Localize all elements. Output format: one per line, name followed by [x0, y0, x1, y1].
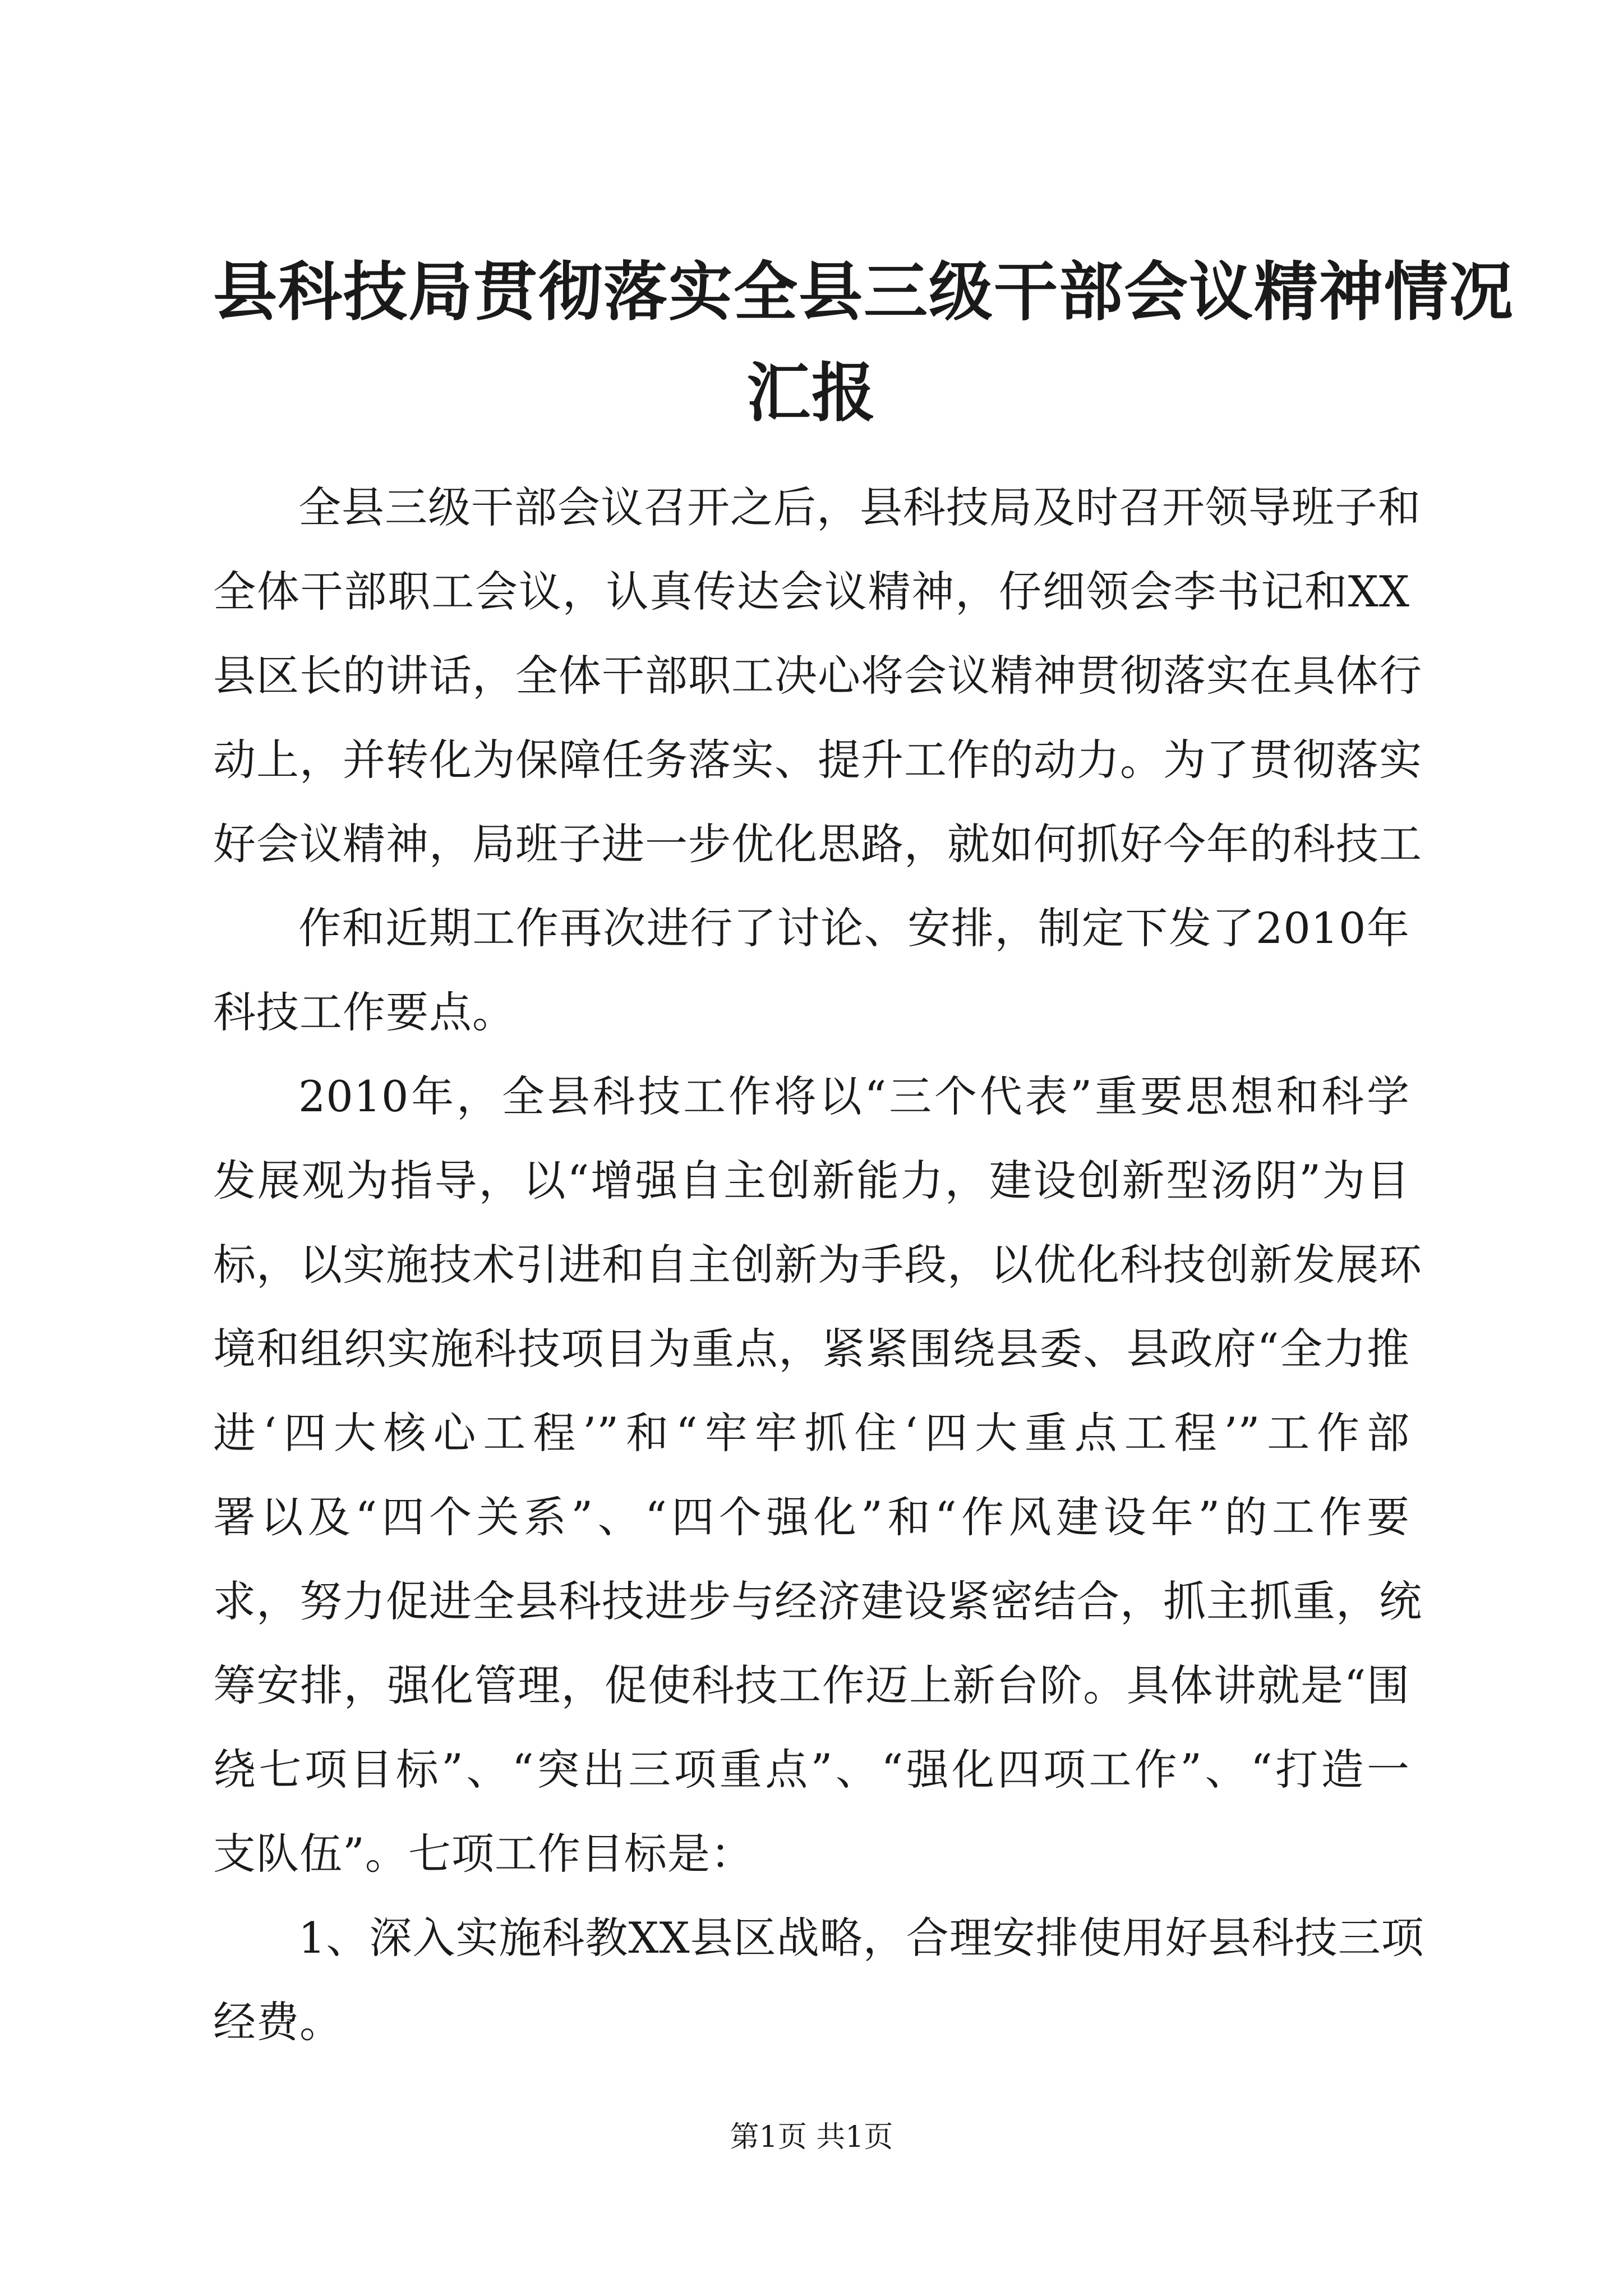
- body-line: 绕七项目标”、“突出三项重点”、“强化四项工作”、“打造一: [213, 1745, 1410, 1795]
- body-line: 1、深入实施科教XX县区战略，合理安排使用好县科技三项: [298, 1913, 1424, 1963]
- body-line: 科技工作要点。: [213, 987, 515, 1037]
- document-title: [213, 241, 1515, 443]
- body-line: 筹安排，强化管理，促使科技工作迈上新台阶。具体讲就是“围: [213, 1660, 1410, 1710]
- body-line: 2010年，全县科技工作将以“三个代表”重要思想和科学: [298, 1071, 1410, 1121]
- body-line: 求，努力促进全县科技进步与经济建设紧密结合，抓主抓重，统: [213, 1576, 1422, 1626]
- body-line: 全县三级干部会议召开之后，县科技局及时召开领导班子和: [298, 482, 1421, 532]
- page-number-footer: 第1页 共1页: [730, 2120, 893, 2154]
- body-line: 作和近期工作再次进行了讨论、安排，制定下发了2010年: [298, 903, 1410, 953]
- title-line-2: 汇报: [746, 355, 877, 430]
- body-line: 动上，并转化为保障任务落实、提升工作的动力。为了贯彻落实: [213, 735, 1422, 785]
- title-line-1: 县科技局贯彻落实全县三级干部会议精神情况: [213, 254, 1515, 329]
- body-line: 支队伍”。七项工作目标是：: [213, 1829, 754, 1879]
- body-line: 标，以实施技术引进和自主创新为手段，以优化科技创新发展环: [213, 1240, 1422, 1290]
- body-line: 发展观为指导，以“增强自主创新能力，建设创新型汤阴”为目: [213, 1156, 1410, 1205]
- body-line: 全体干部职工会议，认真传达会议精神，仔细领会李书记和XX: [213, 567, 1410, 616]
- body-line: 进‘四大核心工程’”和“牢牢抓住‘四大重点工程’”工作部: [213, 1408, 1410, 1458]
- body-line: 署以及“四个关系”、“四个强化”和“作风建设年”的工作要: [213, 1492, 1410, 1542]
- body-line: 县区长的讲话，全体干部职工决心将会议精神贯彻落实在具体行: [213, 651, 1422, 701]
- body-line: 经费。: [213, 1997, 343, 2047]
- body-line: 境和组织实施科技项目为重点，紧紧围绕县委、县政府“全力推: [213, 1324, 1410, 1374]
- body-line: 好会议精神，局班子进一步优化思路，就如何抓好今年的科技工: [213, 819, 1422, 869]
